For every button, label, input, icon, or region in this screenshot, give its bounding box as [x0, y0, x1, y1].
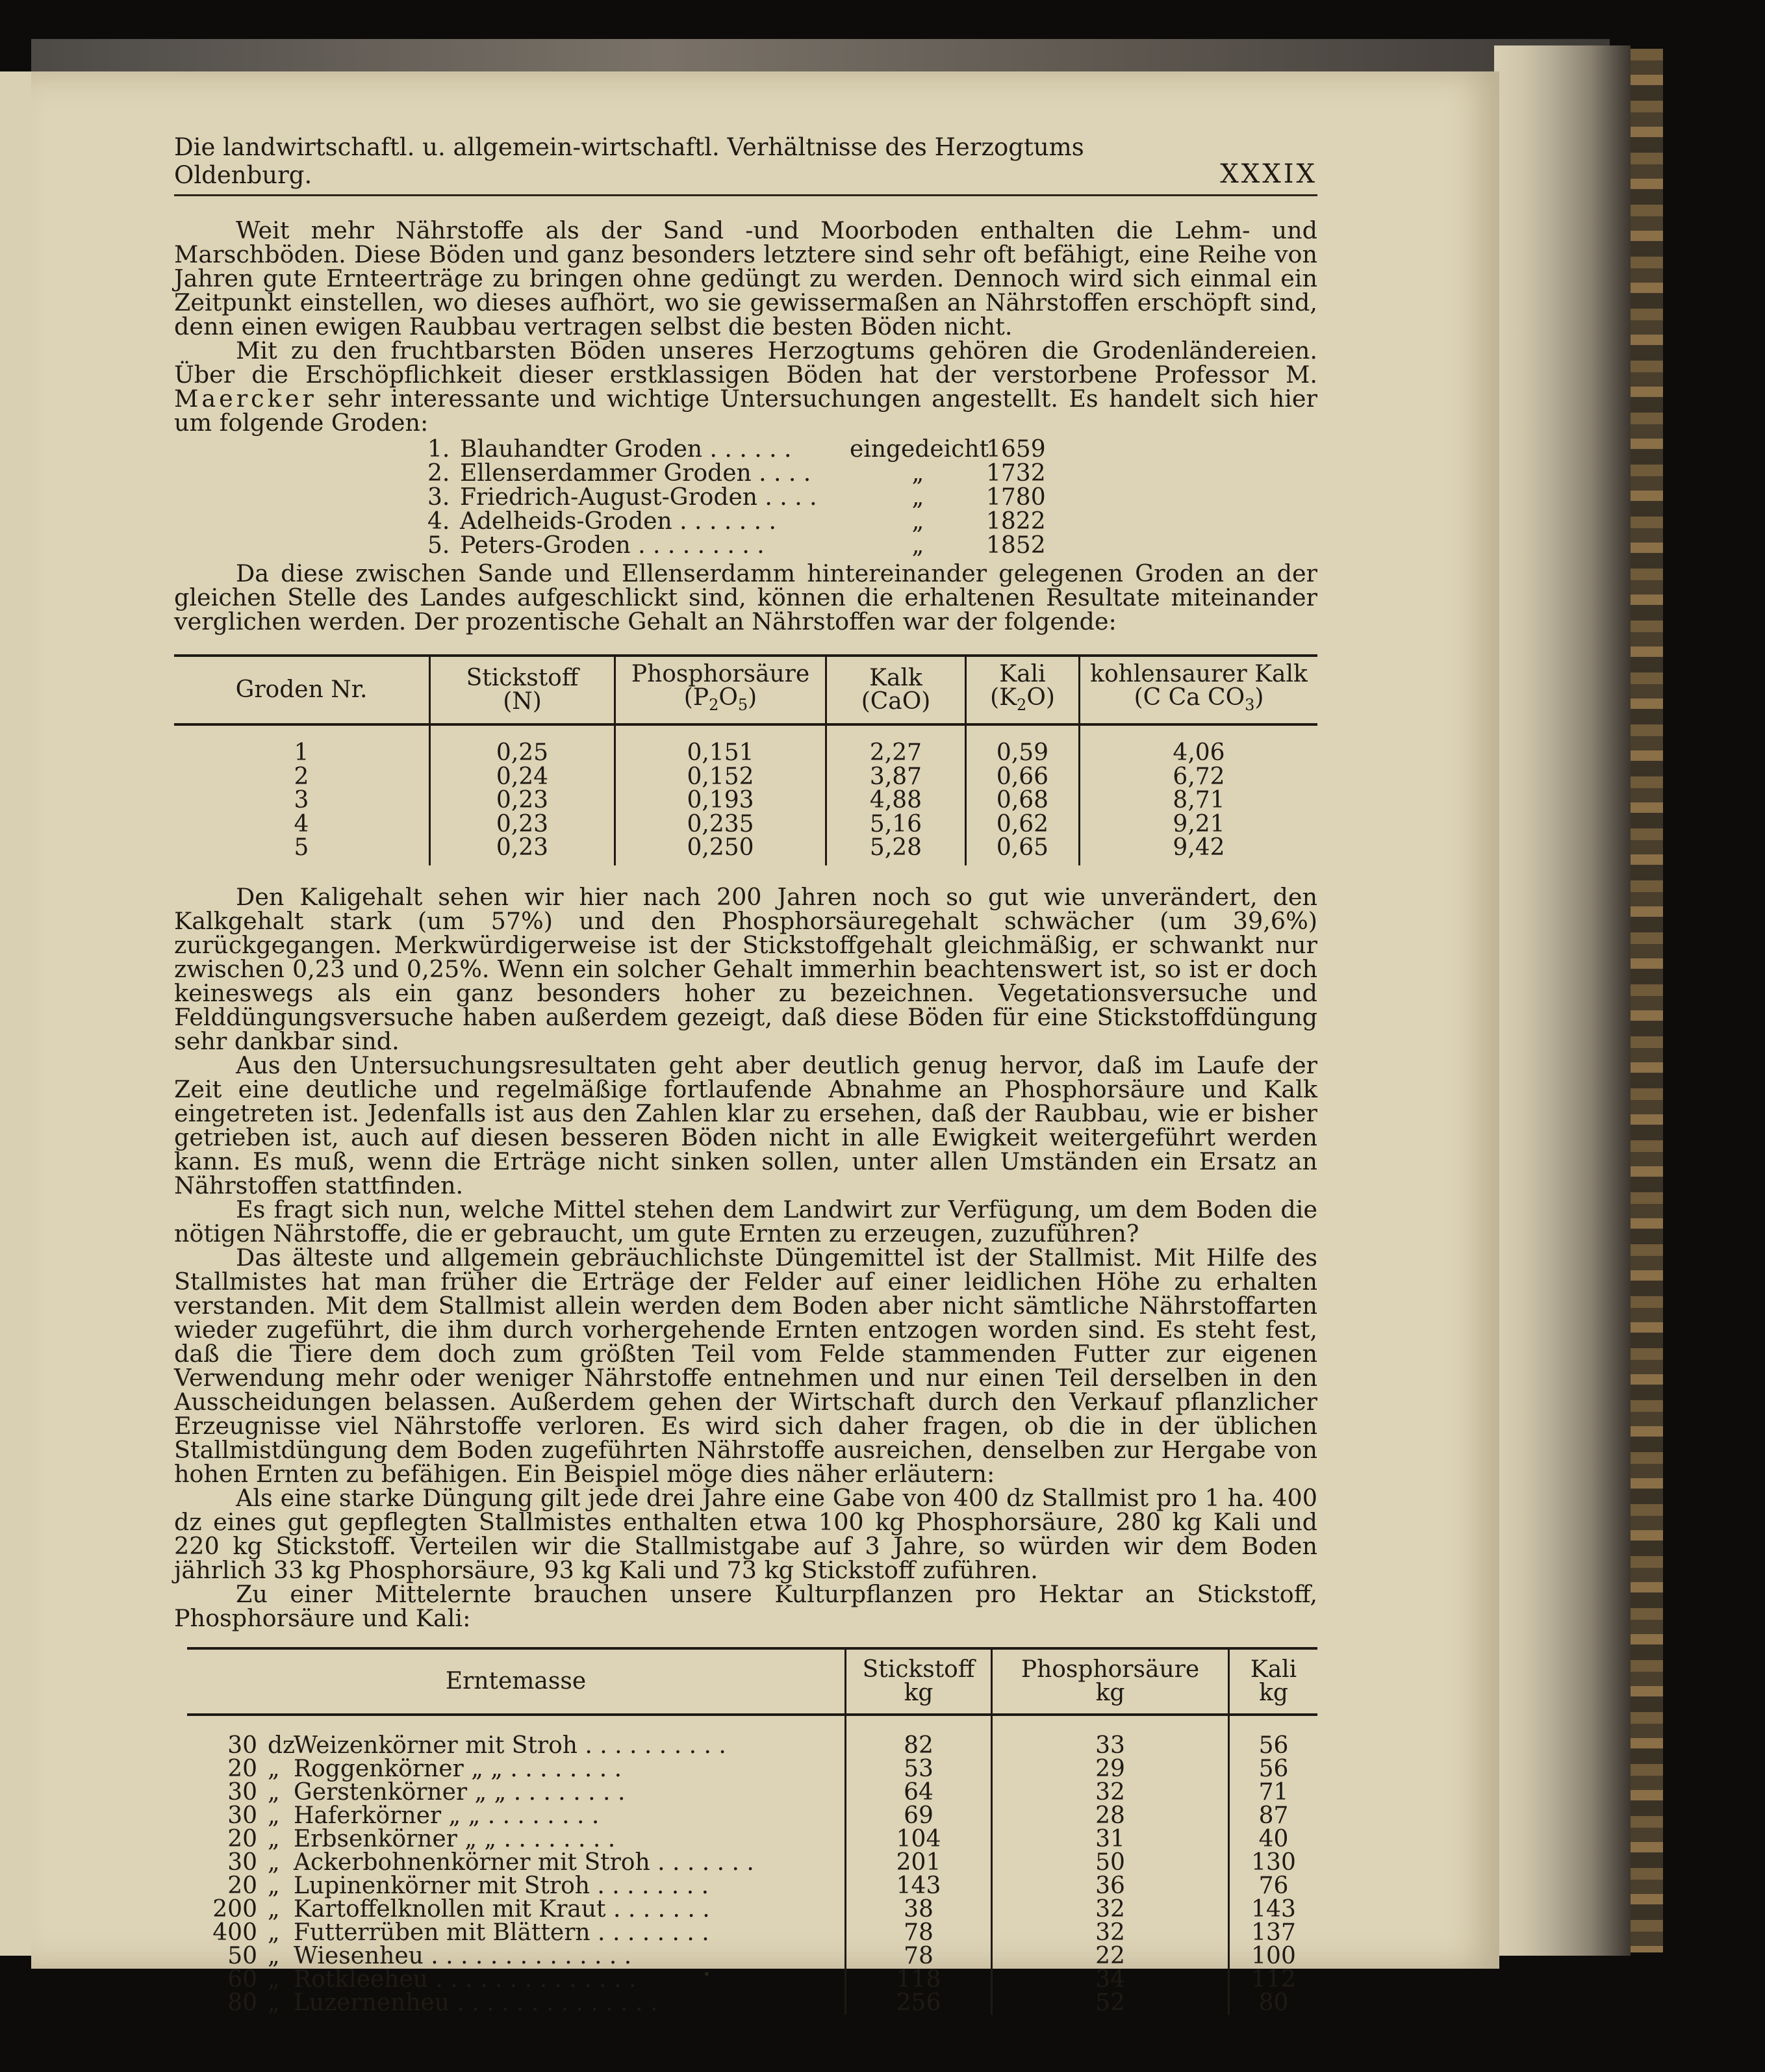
crop-table-header: [187, 1648, 1317, 1715]
cell-caco: 9,42: [1173, 834, 1225, 861]
col-kohlensaurer-kalk-label: kohlensaurer Kalk: [1090, 661, 1308, 688]
crop-amount: 20: [227, 1825, 257, 1852]
p-formula-a: (P: [683, 684, 709, 711]
k-formula-a: (K: [990, 684, 1017, 711]
cell-n: 78: [846, 1945, 992, 1968]
cell-p: 34: [992, 1968, 1229, 1991]
crop-amount: 30: [227, 1732, 257, 1759]
groden-number: 3.: [427, 484, 450, 511]
table-row: [187, 1921, 1317, 1945]
table-row: [187, 1898, 1317, 1921]
k-formula-sub: 2: [1017, 696, 1027, 715]
crop-name: Kartoffelknollen mit Kraut . . . . . . .: [294, 1895, 710, 1923]
crop-name: Lupinenkörner mit Stroh . . . . . . . .: [294, 1872, 709, 1899]
left-page-edge: [0, 71, 31, 1956]
col-kali-kg-label: Kali: [1250, 1656, 1297, 1683]
cell-nr: 4: [174, 813, 430, 837]
p-formula-c: ): [748, 684, 757, 711]
groden-year: 1659: [986, 436, 1046, 463]
cell-p: 22: [992, 1945, 1229, 1968]
cell-k: 0,66: [966, 765, 1080, 789]
table-row: [187, 1758, 1317, 1781]
cell-k: 130: [1251, 1848, 1296, 1876]
cell-p: 0,152: [615, 765, 826, 789]
ditto-mark: „: [911, 532, 924, 559]
groden-name: Friedrich-August-Groden . . . .: [460, 484, 817, 511]
page-stack-edge: [1494, 45, 1631, 1956]
cell-erntemasse: [187, 1921, 846, 1945]
cell-cao: 5,16: [826, 813, 966, 837]
cell-erntemasse: [187, 1942, 846, 1969]
crop-unit: „: [268, 1919, 280, 1946]
table-row: [174, 765, 1317, 789]
groden-name: Ellenserdammer Groden . . . .: [460, 460, 811, 487]
cell-p: 52: [992, 1991, 1229, 2015]
page-number: XXXIX: [1220, 159, 1317, 189]
cell-erntemasse: [187, 1965, 846, 1993]
col-kalk-label: Kalk: [869, 665, 922, 691]
groden-year: 1780: [986, 484, 1046, 511]
k-formula-b: O): [1026, 684, 1055, 711]
groden-row: [427, 437, 1045, 461]
cell-p: 0,193: [615, 789, 826, 813]
table-row: [187, 1715, 1317, 1758]
col-phosphorsaeure-kg-label: Phosphorsäure: [1021, 1656, 1200, 1683]
cell-n: 143: [846, 1874, 992, 1898]
groden-name: Peters-Groden . . . . . . . . .: [460, 532, 765, 559]
col-stickstoff-kg: [846, 1648, 992, 1715]
groden-number: 4.: [427, 508, 450, 535]
crop-unit: „: [268, 1825, 280, 1852]
cell-p: 32: [992, 1781, 1229, 1804]
paragraph-9: Zu einer Mittelernte brauchen unsere Kulturpflanzen pro Hektar an Stickstoff, Phosphorsäure und Kali:: [174, 1580, 1317, 1632]
cell-k: 40: [1258, 1825, 1289, 1852]
cell-n: 64: [846, 1781, 992, 1804]
cell-n: 201: [846, 1851, 992, 1874]
cell-n: 82: [846, 1715, 992, 1758]
table-row: [174, 836, 1317, 865]
cell-p: 0,151: [615, 724, 826, 765]
paragraph-3: Da diese zwischen Sande und Ellenserdamm hintereinander gelegenen Groden an der gleichen Stelle des Landes aufgeschlickt sind, können die erhaltenen Resultate miteinander verglichen werden. Der prozentische Gehalt an Nährstoffen war der folgende:: [174, 559, 1317, 635]
cell-p: 50: [992, 1851, 1229, 1874]
table-row: [187, 1874, 1317, 1898]
p-formula-b: O: [718, 684, 738, 711]
cell-p: 33: [992, 1715, 1229, 1758]
eingedeicht-label: eingedeicht: [850, 436, 989, 463]
table-row: [174, 789, 1317, 813]
cell-n: 0,23: [430, 836, 615, 865]
p-formula-sub2: 5: [737, 696, 748, 715]
groden-name-cell: [427, 485, 850, 509]
cell-k: 56: [1258, 1732, 1289, 1759]
paragraph-4: Den Kaligehalt sehen wir hier nach 200 Jahren noch so gut wie unverändert, den Kalkgehalt stark (um 57%) und den Phosphorsäuregehalt schwächer (um 39,6%) zurückgegangen. Merkwürdigerweise ist der Stickstoffgehalt gleichmäßig, er schwankt nur zwischen 0,23 und 0,25%. Wenn ein solcher Gehalt immerhin beachtenswert ist, so ist er doch keineswegs als ein ganz besonders hoher zu bezeichnen. Vegetationsversuche und Felddüngungsversuche haben außerdem gezeigt, daß diese Böden für eine Stickstoffdüngung sehr dankbar sind.: [174, 882, 1317, 1055]
cell-n: 78: [846, 1921, 992, 1945]
crop-amount: 60: [227, 1965, 257, 1993]
cc-formula-a: (C Ca CO: [1134, 684, 1245, 711]
col-stickstoff-label: Stickstoff: [466, 665, 579, 691]
cell-erntemasse: [187, 1715, 846, 1758]
crop-amount: 30: [227, 1848, 257, 1876]
paragraph-6: Es fragt sich nun, welche Mittel stehen dem Landwirt zur Verfügung, um dem Boden die nötigen Nährstoffe, die er gebraucht, um gute Ernten zu erzeugen, zuzuführen?: [174, 1195, 1317, 1247]
crop-unit: „: [268, 1848, 280, 1876]
cell-k: 112: [1251, 1965, 1296, 1993]
col-stickstoff-formula: (N): [503, 688, 542, 715]
cell-n: 38: [846, 1898, 992, 1921]
table-row: [174, 813, 1317, 837]
cell-caco: 8,71: [1173, 787, 1225, 813]
crop-requirement-table: [187, 1647, 1317, 2015]
crop-name: Rotkleeheu . . . . . . . . . . . . . .: [294, 1965, 637, 1993]
cell-n: 118: [846, 1968, 992, 1991]
groden-number: 1.: [427, 436, 450, 463]
nutrient-table-header: [174, 656, 1317, 724]
table-row: [187, 1968, 1317, 1991]
col-phosphorsaeure-kg-unit: kg: [1095, 1679, 1125, 1706]
cell-p: 36: [992, 1874, 1229, 1898]
crop-amount: 20: [227, 1755, 257, 1782]
nutrient-table: [174, 654, 1317, 865]
crop-name: Wiesenheu . . . . . . . . . . . . . .: [294, 1942, 632, 1969]
ditto-mark: „: [911, 508, 924, 535]
groden-name-cell: [427, 533, 850, 557]
cell-k: 87: [1258, 1802, 1289, 1829]
cell-p: 0,250: [615, 836, 826, 865]
col-kali-kg-unit: kg: [1259, 1679, 1288, 1706]
cell-k: 0,59: [966, 724, 1080, 765]
col-erntemasse: Erntemasse: [187, 1648, 846, 1715]
cell-k: 71: [1258, 1778, 1289, 1806]
table-row: [187, 1828, 1317, 1851]
cell-k: 56: [1258, 1755, 1289, 1782]
cell-erntemasse: [187, 1804, 846, 1828]
crop-unit: dz: [268, 1732, 296, 1759]
col-stickstoff-kg-unit: kg: [904, 1679, 933, 1706]
author-name: Maercker: [174, 385, 317, 413]
cell-erntemasse: [187, 1874, 846, 1898]
groden-year: 1732: [986, 460, 1046, 487]
table-row: [187, 1851, 1317, 1874]
cell-nr: 5: [174, 836, 430, 865]
cell-n: 69: [846, 1804, 992, 1828]
paragraph-2-text-a: Mit zu den fruchtbarsten Böden unseres Herzogtums gehören die Grodenländereien. Über die Erschöpflichkeit dieser erstklassigen Böden hat der verstorbene Professor M.: [174, 337, 1317, 389]
paragraph-7: Das älteste und allgemein gebräuchlichste Düngemittel ist der Stallmist. Mit Hilfe des Stallmistes hat man früher die Erträge der Felder auf einer leidlichen Höhe zu erhalten verstanden. Mit dem Stallmist allein werden dem Boden aber nicht sämtliche Nährstoffarten wieder zugeführt, die ihm durch vorhergehende Ernten entzogen worden sind. Es steht fest, daß die Tiere dem doch zum größten Teil vom Felde stammenden Futter zur eigenen Verwendung mehr oder weniger Nährstoffe entnehmen und nur einen Teil derselben in den Ausscheidungen belassen. Außerdem gehen der Wirtschaft durch den Verkauf pflanzlicher Erzeugnisse viel Nährstoffe verloren. Es wird sich daher fragen, ob die in der üblichen Stallmistdüngung dem Boden zugeführten Nährstoffe ausreichen, denselben zur Hergabe von hohen Ernten zu befähigen. Ein Beispiel möge dies näher erläutern:: [174, 1243, 1317, 1488]
groden-name-cell: [427, 461, 850, 485]
cell-p: 32: [992, 1898, 1229, 1921]
cell-k: 100: [1251, 1942, 1296, 1969]
cc-formula-sub: 3: [1245, 696, 1255, 715]
cell-erntemasse: [187, 1991, 846, 2015]
crop-amount: 200: [212, 1895, 257, 1923]
cell-nr: 2: [174, 765, 430, 789]
paragraph-5: Aus den Untersuchungsresultaten geht aber deutlich genug hervor, daß im Laufe der Zeit eine deutliche und regelmäßige fortlaufende Abnahme an Phosphorsäure und Kalk eingetreten ist. Jedenfalls ist aus den Zahlen klar zu ersehen, daß der Raubbau, wie er bisher getrieben ist, auch auf diesen besseren Böden nicht in alle Ewigkeit weitergeführt werden kann. Es muß, wenn die Erträge nicht sinken sollen, unter allen Umständen ein Ersatz an Nährstoffen stattfinden.: [174, 1051, 1317, 1199]
header-title: Die landwirtschaftl. u. allgemein-wirtschaftl. Verhältnisse des Herzogtums Oldenburg.: [174, 133, 1084, 189]
cell-cao: 4,88: [826, 789, 966, 813]
crop-unit: „: [268, 1965, 280, 1993]
cell-erntemasse: [187, 1848, 846, 1876]
cell-caco: 6,72: [1173, 763, 1225, 790]
cell-cao: 3,87: [826, 765, 966, 789]
crop-amount: 400: [212, 1919, 257, 1946]
crop-name: Gerstenkörner „ „ . . . . . . . .: [294, 1778, 626, 1806]
cell-erntemasse: [187, 1778, 846, 1806]
crop-unit: „: [268, 1802, 280, 1829]
crop-unit: „: [268, 1942, 280, 1969]
cell-n: 0,23: [430, 789, 615, 813]
cell-n: 0,24: [430, 765, 615, 789]
table-row: [187, 1781, 1317, 1804]
groden-row: [427, 485, 1045, 509]
p-formula-sub1: 2: [709, 696, 719, 715]
cell-erntemasse: [187, 1755, 846, 1782]
paragraph-2: [174, 339, 1317, 435]
col-stickstoff-kg-label: Stickstoff: [862, 1656, 975, 1683]
cell-n: 256: [846, 1991, 992, 2015]
col-kali-kg: [1229, 1648, 1318, 1715]
cell-erntemasse: [187, 1825, 846, 1852]
col-kali: [966, 656, 1080, 724]
crop-name: Erbsenkörner „ „ . . . . . . . .: [294, 1825, 616, 1852]
groden-year: 1852: [986, 532, 1046, 559]
crop-unit: „: [268, 1989, 280, 2016]
crop-name: Weizenkörner mit Stroh . . . . . . . . . .: [294, 1732, 726, 1759]
cell-caco: 4,06: [1173, 739, 1225, 766]
running-header: [174, 133, 1317, 196]
groden-list: [427, 437, 1045, 557]
cell-nr: 1: [174, 724, 430, 765]
col-groden: Groden Nr.: [174, 656, 430, 724]
col-kalk-formula: (CaO): [861, 688, 931, 715]
cell-k: 0,68: [966, 789, 1080, 813]
table-row: [187, 1991, 1317, 2015]
paragraph-1: Weit mehr Nährstoffe als der Sand -und Moorboden enthalten die Lehm- und Marschböden. Diese Böden und ganz besonders letztere sind sehr oft befähigt, eine Reihe von Jahren gute Ernteerträge zu bringen ohne gedüngt zu werden. Dennoch wird sich einmal ein Zeitpunkt einstellen, wo dieses aufhört, wo sie gewissermaßen an Nährstoffen erschöpft sind, denn einen ewigen Raubbau vertragen selbst die besten Böden nicht.: [174, 216, 1317, 340]
ink-dot: [705, 1972, 709, 1976]
cell-n: 0,25: [430, 724, 615, 765]
groden-row: [427, 461, 1045, 485]
cell-n: 53: [846, 1758, 992, 1781]
table-row: [174, 724, 1317, 765]
groden-year: 1822: [986, 508, 1046, 535]
crop-name: Roggenkörner „ „ . . . . . . . .: [294, 1755, 622, 1782]
cell-cao: 5,28: [826, 836, 966, 865]
crop-name: Luzernenheu . . . . . . . . . . . . . .: [294, 1989, 658, 2016]
book-page: [31, 71, 1499, 2016]
crop-unit: „: [268, 1755, 280, 1782]
crop-amount: 30: [227, 1802, 257, 1829]
groden-name: Blauhandter Groden . . . . . .: [460, 436, 792, 463]
cell-k: 137: [1251, 1919, 1296, 1946]
paragraph-2-text-b: sehr interessante und wichtige Untersuchungen angestellt. Es handelt sich hier um folgende Groden:: [174, 385, 1317, 437]
cell-p: 0,235: [615, 813, 826, 837]
groden-name-cell: [427, 437, 850, 461]
cell-p: 29: [992, 1758, 1229, 1781]
crop-name: Futterrüben mit Blättern . . . . . . . .: [294, 1919, 709, 1946]
groden-row: [427, 533, 1045, 557]
cell-k: 143: [1251, 1895, 1296, 1923]
cell-n: 0,23: [430, 813, 615, 837]
cell-k: 80: [1258, 1989, 1289, 2016]
ditto-mark: „: [911, 460, 924, 487]
groden-name-cell: [427, 509, 850, 533]
crop-name: Ackerbohnenkörner mit Stroh . . . . . . .: [294, 1848, 754, 1876]
cell-k: 0,62: [966, 813, 1080, 837]
ditto-mark: „: [911, 484, 924, 511]
groden-row: [427, 509, 1045, 533]
crop-unit: „: [268, 1778, 280, 1806]
table-row: [187, 1804, 1317, 1828]
crop-amount: 20: [227, 1872, 257, 1899]
cell-k: 0,65: [966, 836, 1080, 865]
table-row: [187, 1945, 1317, 1968]
cell-caco: 9,21: [1173, 810, 1225, 838]
crop-name: Haferkörner „ „ . . . . . . . .: [294, 1802, 600, 1829]
crop-unit: „: [268, 1895, 280, 1923]
cell-erntemasse: [187, 1895, 846, 1923]
cell-p: 32: [992, 1921, 1229, 1945]
cc-formula-b: ): [1254, 684, 1264, 711]
crop-amount: 30: [227, 1778, 257, 1806]
cell-cao: 2,27: [826, 724, 966, 765]
paragraph-8: Als eine starke Düngung gilt jede drei Jahre eine Gabe von 400 dz Stallmist pro 1 ha. 400 dz eines gut gepflegten Stallmistes enthalten etwa 100 kg Phosphorsäure, 280 kg Kali und 220 kg Stickstoff. Verteilen wir die Stallmistgabe auf 3 Jahre, so würden wir dem Boden jährlich 33 kg Phosphorsäure, 93 kg Kali und 73 kg Stickstoff zuführen.: [174, 1483, 1317, 1584]
col-phosphorsaeure: [615, 656, 826, 724]
cell-nr: 3: [174, 789, 430, 813]
col-stickstoff: [430, 656, 615, 724]
page-content: [174, 133, 1317, 2015]
groden-number: 2.: [427, 460, 450, 487]
crop-amount: 80: [227, 1989, 257, 2016]
cell-p: 31: [992, 1828, 1229, 1851]
crop-amount: 50: [227, 1942, 257, 1969]
col-phosphorsaeure-kg: [992, 1648, 1229, 1715]
cell-n: 104: [846, 1828, 992, 1851]
groden-name: Adelheids-Groden . . . . . . .: [460, 508, 776, 535]
col-kalk: [826, 656, 966, 724]
cell-k: 76: [1258, 1872, 1289, 1899]
cell-p: 28: [992, 1804, 1229, 1828]
col-phosphorsaeure-label: Phosphorsäure: [631, 661, 810, 688]
col-kohlensaurer-kalk: [1080, 656, 1318, 724]
col-kali-label: Kali: [999, 661, 1046, 688]
crop-unit: „: [268, 1872, 280, 1899]
groden-number: 5.: [427, 532, 450, 559]
